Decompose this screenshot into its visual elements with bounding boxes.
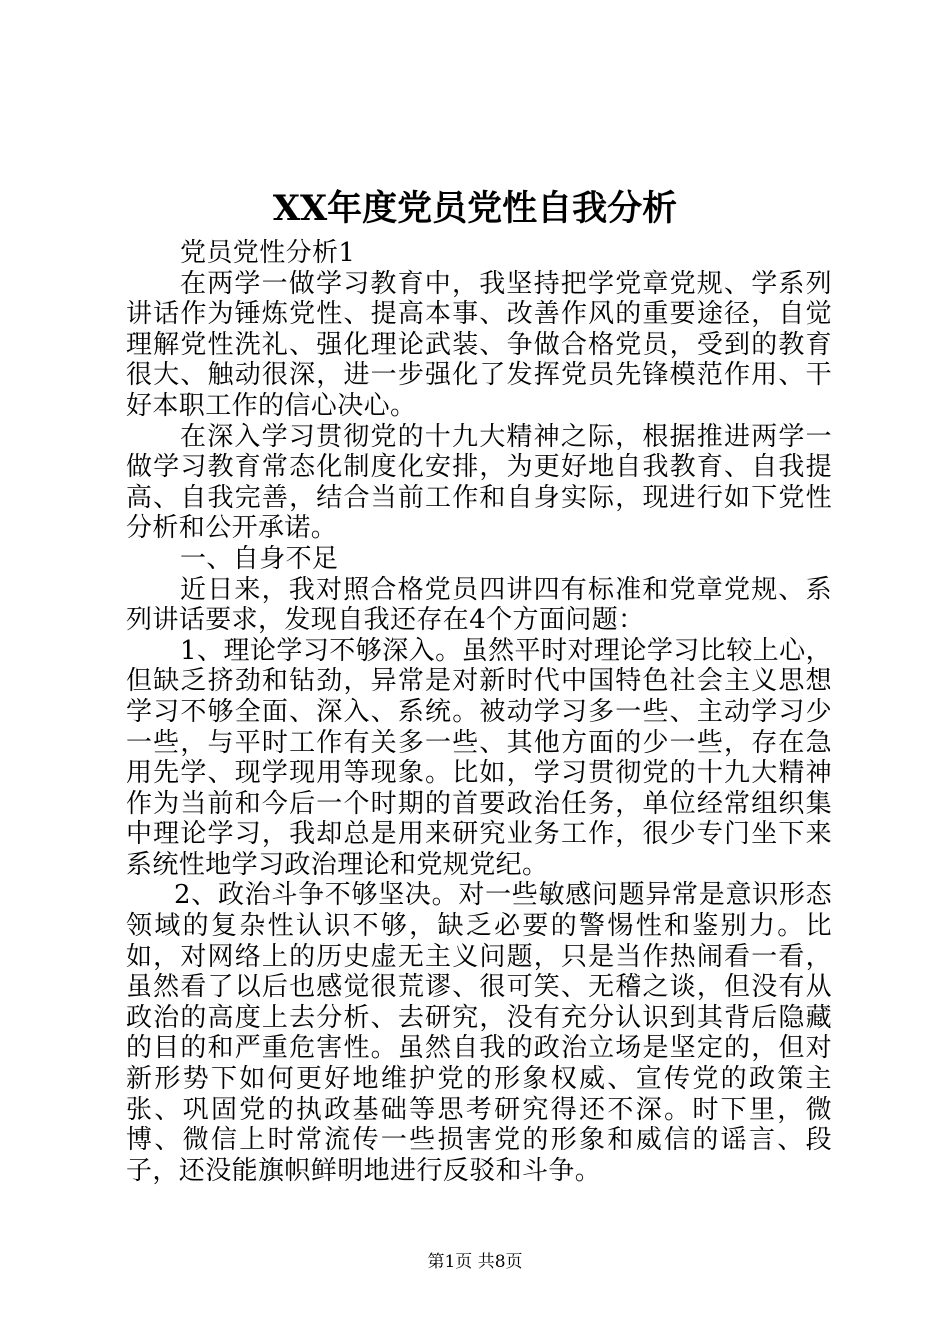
- section-heading: 一、自身不足: [180, 543, 339, 574]
- paragraph-overview: 近日来，我对照合格党员四讲四有标准和党章党规、系列讲话要求，发现自我还存在4个方面问题：: [126, 574, 832, 636]
- page-number: 第1页 共8页: [427, 1252, 523, 1272]
- paragraph-context: 在深入学习贯彻党的十九大精神之际，根据推进两学一做学习教育常态化制度化安排，为更好地自我教育、自我提高、自我完善，结合当前工作和自身实际，现进行如下党性分析和公开承诺。: [126, 421, 832, 544]
- paragraph-intro: 在两学一做学习教育中，我坚持把学党章党规、学系列讲话作为锤炼党性、提高本事、改善作风的重要途径，自觉理解党性洗礼、强化理论武装、争做合格党员，受到的教育很大、触动很深，进一步强化了发挥党员先锋模范作用、干好本职工作的信心决心。: [126, 268, 832, 421]
- section-label: 党员党性分析1: [180, 238, 356, 268]
- document-body: [126, 238, 832, 1186]
- document-title: XX年度党员党性自我分析: [272, 188, 678, 229]
- paragraph-item-2: 2、政治斗争不够坚决。对一些敏感问题异常是意识形态领域的复杂性认识不够，缺乏必要的警惕性和鉴别力。比如，对网络上的历史虚无主义问题，只是当作热闹看一看，虽然看了以后也感觉很荒谬、很可笑、无稽之谈，但没有从政治的高度上去分析、去研究，没有充分认识到其背后隐藏的目的和严重危害性。虽然自我的政治立场是坚定的，但对新形势下如何更好地维护党的形象权威、宣传党的政策主张、巩固党的执政基础等思考研究得还不深。时下里，微博、微信上时常流传一些损害党的形象和威信的谣言、段子，还没能旗帜鲜明地进行反驳和斗争。: [126, 880, 832, 1186]
- paragraph-item-1: 1、理论学习不够深入。虽然平时对理论学习比较上心，但缺乏挤劲和钻劲，异常是对新时代中国特色社会主义思想学习不够全面、深入、系统。被动学习多一些、主动学习少一些，与平时工作有关多一些、其他方面的少一些，存在急用先学、现学现用等现象。比如，学习贯彻党的十九大精神作为当前和今后一个时期的首要政治任务，单位经常组织集中理论学习，我却总是用来研究业务工作，很少专门坐下来系统性地学习政治理论和党规党纪。: [126, 635, 832, 880]
